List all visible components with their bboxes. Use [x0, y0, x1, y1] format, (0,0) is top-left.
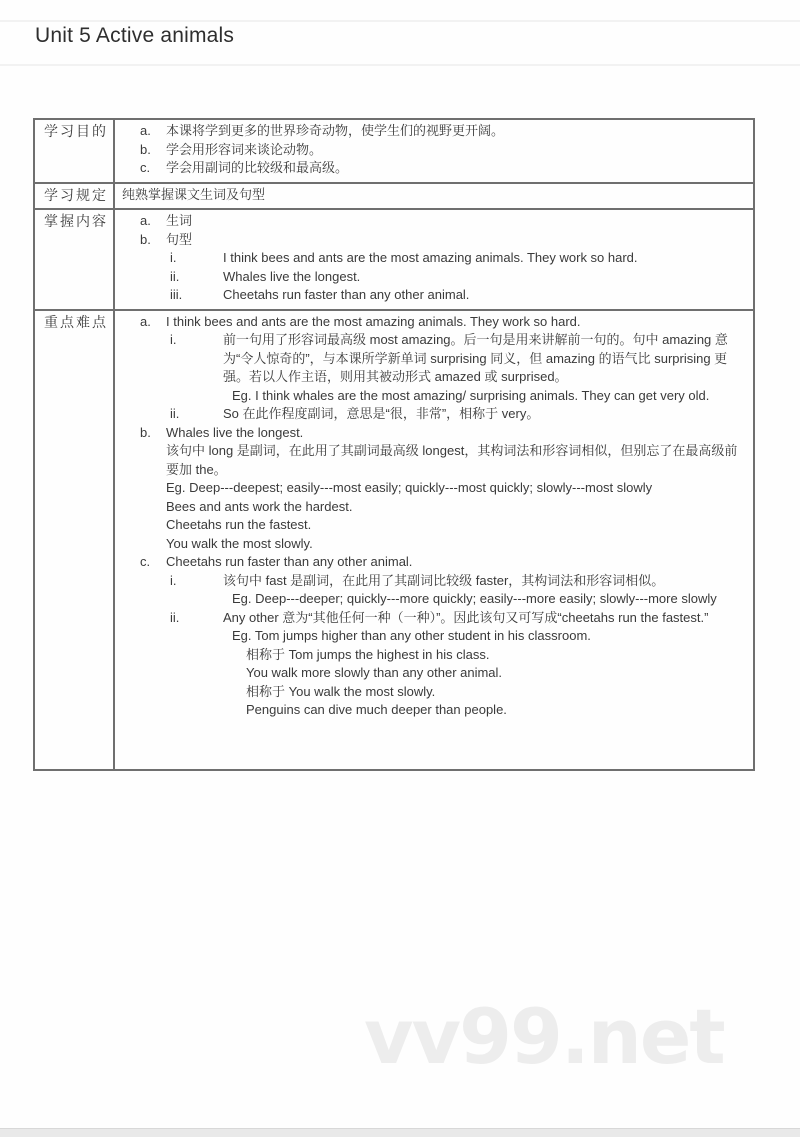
table-line [122, 387, 745, 406]
table-line [122, 286, 745, 305]
table-line [122, 212, 745, 231]
list-marker: i. [170, 332, 177, 347]
list-marker: b. [140, 141, 151, 157]
list-marker: i. [170, 572, 177, 588]
table-line [122, 498, 745, 517]
table-line [122, 572, 745, 591]
line-text: 本课将学到更多的世界珍奇动物，使学生们的视野更开阔。 [166, 123, 505, 138]
table-line [122, 141, 745, 160]
list-marker: ii. [170, 406, 180, 421]
line-text: Cheetahs run faster than any other animal. [223, 287, 470, 302]
table-line [122, 159, 745, 178]
list-marker: iii. [170, 287, 183, 302]
row-content [115, 184, 753, 209]
line-text: So 在此作程度副词，意思是“很，非常”，相称于 very。 [223, 406, 540, 421]
table-line [122, 313, 745, 332]
scan-artifact-line [0, 20, 800, 22]
table-line [122, 701, 745, 720]
line-text: Whales live the longest. [166, 424, 304, 440]
table-line [122, 683, 745, 702]
table-line [122, 405, 745, 424]
line-text: 相称于 Tom jumps the highest in his class. [246, 646, 490, 662]
line-text: Eg. Deep---deepest; easily---most easily; quickly---most quickly; slowly---most slowly [166, 480, 653, 495]
row-content [115, 120, 753, 182]
table-line [122, 122, 745, 141]
table-line [122, 442, 745, 479]
table-line [122, 535, 745, 554]
table-line [122, 186, 745, 205]
table-line [122, 664, 745, 683]
table-line [122, 331, 745, 387]
lesson-plan-table [33, 118, 755, 771]
line-text: Penguins can dive much deeper than people. [246, 702, 507, 717]
table-line [122, 553, 745, 572]
list-marker: i. [170, 250, 177, 265]
table-line [122, 646, 745, 665]
table-line [122, 231, 745, 250]
line-text: Eg. Tom jumps higher than any other student in his classroom. [232, 628, 591, 643]
table-line [122, 479, 745, 498]
table-line [122, 424, 745, 443]
row-label: 掌握内容 [35, 210, 115, 309]
list-marker: a. [140, 123, 151, 138]
table-line [122, 609, 745, 628]
table-row [35, 120, 753, 182]
line-text: 生词 [166, 213, 193, 228]
line-text: Any other 意为“其他任何一种（一种）”。因此该句又可写成“cheetahs run the fastest.” [223, 609, 709, 625]
line-text: 该句中 fast 是副词，在此用了其副词比较级 faster，其构词法和形容词相似。 [223, 572, 665, 588]
line-text: Whales live the longest. [223, 268, 361, 284]
table-row [35, 309, 753, 769]
line-text: Cheetahs run the fastest. [166, 517, 312, 532]
list-marker: b. [140, 424, 151, 440]
line-text: I think bees and ants are the most amazing animals. They work so hard. [166, 313, 581, 329]
list-marker: c. [140, 160, 151, 175]
watermark: vv99.net [364, 992, 724, 1081]
list-marker: c. [140, 554, 151, 569]
page-edge-bar [0, 1128, 800, 1137]
line-text: Bees and ants work the hardest. [166, 498, 353, 514]
line-text: 学会用形容词来谈论动物。 [166, 141, 323, 157]
row-label: 学习规定 [35, 184, 115, 209]
table-row [35, 182, 753, 209]
row-label: 重点难点 [35, 311, 115, 769]
line-text: Cheetahs run faster than any other animal. [166, 554, 413, 569]
row-content [115, 311, 753, 769]
line-text: 前一句用了形容词最高级 most amazing。后一句是用来讲解前一句的。句中 amazing 意为“令人惊奇的”，与本课所学新单词 surprising 同义，但 amazing 的语气比 surprising 更强。若以人作主语，则用其被动形式 amazed 或 surprised。 [223, 332, 728, 384]
table-line [122, 516, 745, 535]
row-content [115, 210, 753, 309]
line-text: I think bees and ants are the most amazing animals. They work so hard. [223, 250, 638, 265]
line-text: Eg. I think whales are the most amazing/ surprising animals. They can get very old. [232, 387, 710, 403]
list-marker: ii. [170, 268, 180, 284]
line-text: 相称于 You walk the most slowly. [246, 683, 436, 699]
table-line [122, 590, 745, 609]
line-text: 学会用副词的比较级和最高级。 [166, 160, 349, 175]
table-line [122, 268, 745, 287]
list-marker: a. [140, 313, 151, 329]
line-text: You walk more slowly than any other animal. [246, 665, 503, 680]
list-marker: a. [140, 213, 151, 228]
scan-artifact-line [0, 64, 800, 66]
line-text: 句型 [166, 231, 193, 247]
line-text: 该句中 long 是副词，在此用了其副词最高级 longest，其构词法和形容词相似，但别忘了在最高级前要加 the。 [166, 443, 738, 477]
table-line [122, 249, 745, 268]
row-label: 学习目的 [35, 120, 115, 182]
line-text: 纯熟掌握课文生词及句型 [122, 186, 266, 202]
list-marker: ii. [170, 609, 180, 625]
line-text: Eg. Deep---deeper; quickly---more quickly; easily---more easily; slowly---more slowly [232, 591, 717, 606]
table-row [35, 208, 753, 309]
line-text: You walk the most slowly. [166, 535, 313, 551]
list-marker: b. [140, 231, 151, 247]
table-line [122, 627, 745, 646]
page-title: Unit 5 Active animals [35, 24, 235, 47]
